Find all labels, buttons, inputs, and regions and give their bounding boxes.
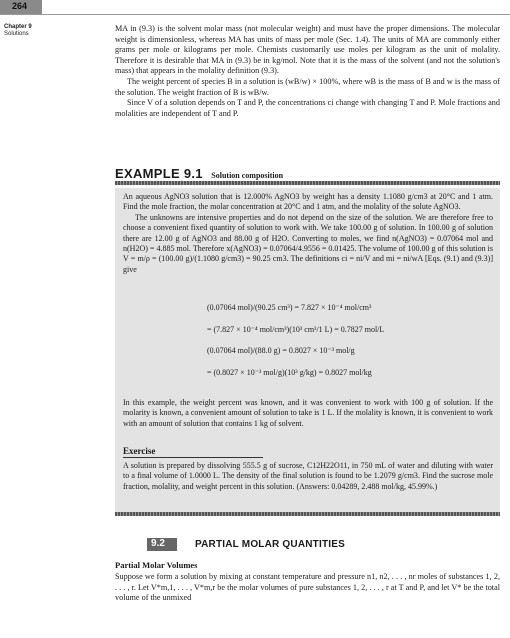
exercise-rule: [123, 457, 263, 458]
example-body: [123, 192, 493, 275]
intro-paragraph-3: Since V of a solution depends on T and P, the concentrations ci change with changing T and P. Mole fractions and molalities are independent of T and P.: [115, 98, 500, 118]
example-title: Solution composition: [211, 171, 284, 180]
section-number: 9.2: [151, 538, 165, 549]
page-number: 264: [12, 1, 28, 11]
equation-rhs: = (7.827 × 10⁻⁴ mol/cm³)(10³ cm³/1 L) = 0.7827 mol/L: [207, 325, 385, 334]
example-label: EXAMPLE 9.1: [115, 166, 203, 181]
example-paragraph-3: In this example, the weight percent was known, and it was convenient to work with 100 g of solution. If the molarity is known, a convenient amount of solution to take is 1 L. If the molality is known, it is convenient to work with an amount of solution that contains 1 kg of solvent.: [123, 398, 493, 428]
chapter-label: [4, 24, 32, 38]
equation-rhs: = (0.8027 × 10⁻³ mol/g)(10³ g/kg) = 0.8027 mol/kg: [207, 368, 372, 377]
example-box: [115, 188, 500, 512]
section-body: Suppose we form a solution by mixing at constant temperature and pressure n1, n2, . . . , nr moles of substances 1, 2, . . . , r. Let V*m,1, . . . , V*m,r be the molar volumes of pure substances 1, 2, . . . , r at T and P, and let V* be the total volume of the unmixed: [115, 572, 500, 603]
chapter-title: Solutions: [4, 31, 29, 37]
example-bottom-bar: [115, 512, 500, 516]
example-paragraph-2: The unknowns are intensive properties and do not depend on the size of the solution. We are therefore free to choose a convenient fixed quantity of solution to work with. We take 100.00 g of solution. In 100.00 g of solution there are 12.00 g of AgNO3 and 88.00 g of H2O. Converting to moles, we find n(AgNO3) = 0.07064 mol and n(H2O) = 4.885 mol. Therefore x(AgNO3) = 0.07064/4.9556 = 0.01425. The volume of 100.00 g of this solution is V = m/ρ = (100.00 g)/(1.1080 g/cm3) = 90.25 cm3. The definitions ci = ni/V and mi = ni/wA [Eqs. (9.1) and (9.3)] give: [123, 212, 493, 274]
section-number-box: [147, 538, 177, 551]
subsection-heading: Partial Molar Volumes: [115, 560, 198, 570]
equation-rhs: (0.07064 mol)/(90.25 cm³) = 7.827 × 10⁻⁴ mol/cm³: [207, 303, 372, 312]
chapter-number: Chapter 9: [4, 24, 32, 30]
intro-paragraph-2: The weight percent of species B in a solution is (wB/w) × 100%, where wB is the mass of B and w is the mass of the solution. The weight fraction of B is wB/w.: [115, 76, 500, 97]
section-title: PARTIAL MOLAR QUANTITIES: [195, 539, 345, 550]
intro-text: [115, 24, 500, 119]
equation-rhs: (0.07064 mol)/(88.0 g) = 0.8027 × 10⁻³ mol/g: [207, 346, 355, 355]
intro-paragraph-1: MA in (9.3) is the solvent molar mass (not molecular weight) and must have the proper dimensions. The molecular weight is dimensionless, whereas MA has units of mass per mole (Sec. 1.4). The units of MA are commonly either grams per mole or kilograms per mole. Chemists customarily use moles per kilogram as the unit of molality. Therefore it is desirable that MA in (9.3) be in kg/mol. Note that it is the mass of the solvent (and not the solution's mass) that appears in the molality definition (9.3).: [115, 24, 500, 76]
page-number-tab: [0, 0, 42, 14]
example-top-bar: [115, 181, 500, 185]
header-rule: [0, 14, 510, 15]
example-paragraph-1: An aqueous AgNO3 solution that is 12.000% AgNO3 by weight has a density 1.1080 g/cm3 at 20°C and 1 atm. Find the mole fraction, the molar concentration at 20°C and 1 atm, and the molality of the solute AgNO3.: [123, 192, 493, 212]
exercise-text: A solution is prepared by dissolving 555.5 g of sucrose, C12H22O11, in 750 mL of water and diluting with water to a final volume of 1.0000 L. The density of the final solution is found to be 1.2079 g/cm3. Find the sucrose mole fraction, molality, and weight percent in this solution. (Answers: 0.04289, 2.488 mol/kg, 45.99%.): [123, 461, 493, 491]
exercise-heading: Exercise: [123, 446, 156, 456]
